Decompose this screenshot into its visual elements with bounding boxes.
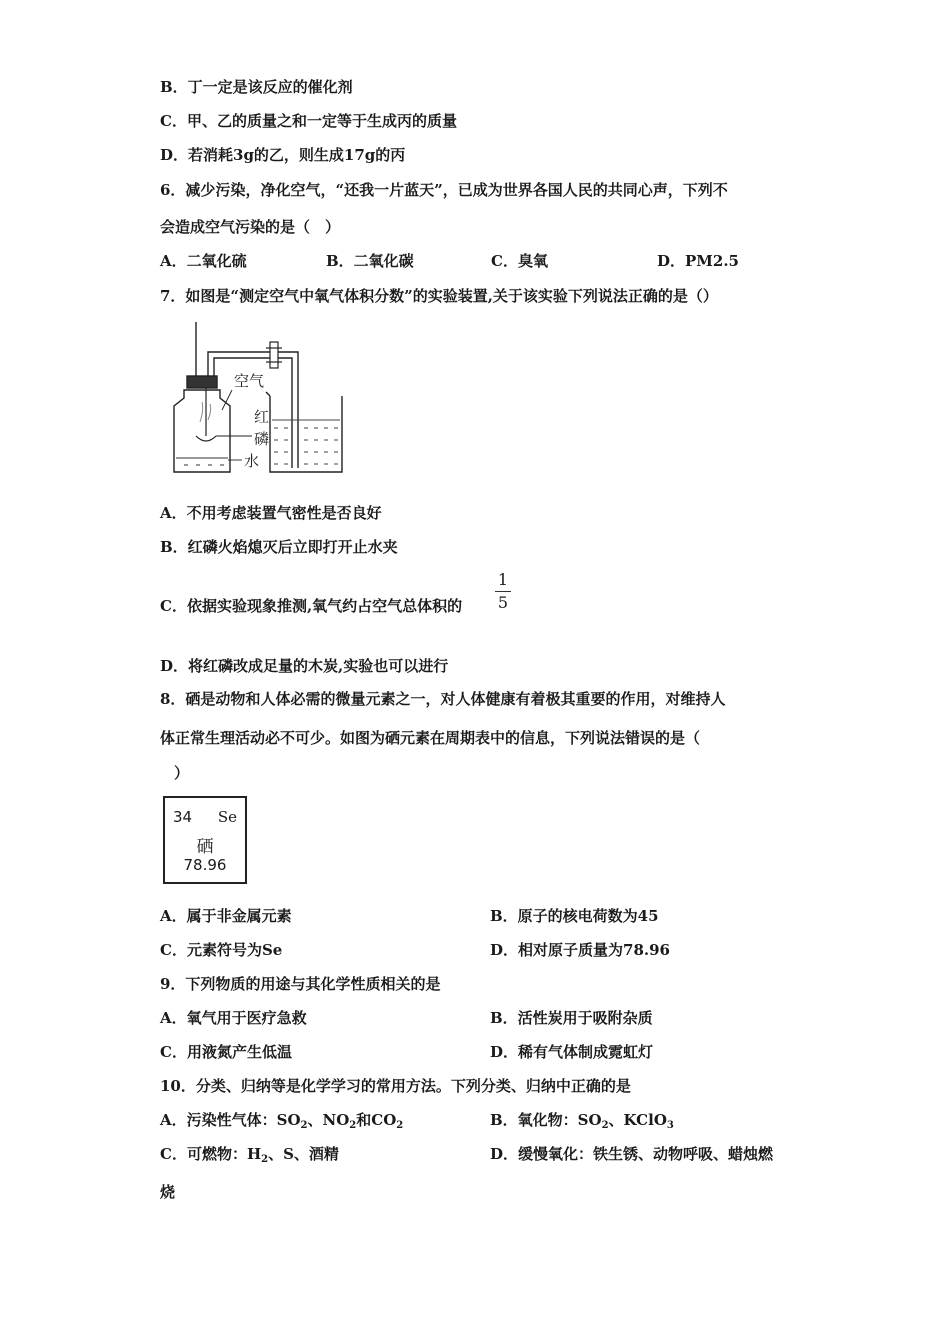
q10-option-d-line2: 烧 [160, 1183, 176, 1201]
q10b-mid: 、KClO [608, 1111, 667, 1129]
q8-option-d: D．相对原子质量为78.96 [490, 941, 670, 959]
q6-stem-line1: 6．减少污染，净化空气，“还我一片蓝天”，已成为世界各国人民的共同心声，下列不 [160, 181, 728, 199]
fraction-one-fifth [495, 570, 511, 613]
q6-option-b: B．二氧化碳 [326, 252, 414, 270]
q8-stem-line3: ） [174, 764, 190, 782]
subscript: 2 [300, 1120, 308, 1131]
q6-option-c: C．臭氧 [491, 252, 548, 270]
q5-option-d: D．若消耗3g的乙，则生成17g的丙 [160, 146, 406, 164]
q6-option-d: D．PM2.5 [657, 252, 739, 270]
q10-option-b [490, 1110, 674, 1136]
subscript: 2 [261, 1154, 269, 1165]
subscript: 2 [349, 1120, 357, 1131]
q10-option-a [160, 1110, 403, 1136]
label-air: 空气 [234, 372, 265, 390]
q8-stem-line1: 8．硒是动物和人体必需的微量元素之一，对人体健康有着极其重要的作用，对维持人 [160, 690, 726, 708]
label-water: 水 [244, 452, 260, 470]
element-name: 硒 [196, 837, 214, 857]
q7-option-c: C．依据实验现象推测,氧气约占空气总体积的 [160, 597, 463, 615]
q10-stem: 10．分类、归纳等是化学学习的常用方法。下列分类、归纳中正确的是 [160, 1077, 631, 1095]
q8-option-a: A．属于非金属元素 [160, 907, 292, 925]
q7-option-b: B．红磷火焰熄灭后立即打开止水夹 [160, 538, 398, 556]
element-symbol: Se [217, 808, 237, 826]
q10a-prefix: A．污染性气体：SO [160, 1111, 301, 1129]
label-red: 红 [254, 408, 270, 426]
subscript: 2 [601, 1120, 609, 1131]
q9-option-b: B．活性炭用于吸附杂质 [490, 1009, 653, 1027]
q10b-prefix: B．氧化物：SO [490, 1111, 602, 1129]
q10c-prefix: C．可燃物：H [160, 1145, 262, 1163]
subscript: 3 [666, 1120, 674, 1131]
q9-option-d: D．稀有气体制成霓虹灯 [490, 1043, 654, 1061]
q5-option-b: B．丁一定是该反应的催化剂 [160, 78, 353, 96]
q10a-and: 和CO [356, 1111, 397, 1129]
fraction-numerator: 1 [497, 570, 509, 589]
label-phos: 磷 [254, 430, 270, 448]
fraction-denominator: 5 [497, 593, 509, 612]
element-card-selenium [163, 796, 247, 884]
q5-option-c: C．甲、乙的质量之和一定等于生成丙的质量 [160, 112, 457, 130]
q9-stem: 9．下列物质的用途与其化学性质相关的是 [160, 975, 441, 993]
q8-stem-line2: 体正常生理活动必不可少。如图为硒元素在周期表中的信息，下列说法错误的是（ [160, 729, 701, 747]
bottle [174, 322, 230, 472]
subscript: 2 [396, 1120, 404, 1131]
q10-option-d-line1: D．缓慢氧化：铁生锈、动物呼吸、蜡烛燃 [490, 1145, 774, 1163]
q7-option-d: D．将红磷改成足量的木炭,实验也可以进行 [160, 657, 449, 675]
q6-stem-line2: 会造成空气污染的是（ ） [160, 218, 341, 236]
q10-option-c [160, 1144, 339, 1170]
apparatus-figure [170, 318, 350, 480]
atomic-number: 34 [173, 808, 193, 826]
q9-option-c: C．用液氮产生低温 [160, 1043, 292, 1061]
q7-stem: 7．如图是“测定空气中氧气体积分数”的实验装置,关于该实验下列说法正确的是（） [160, 287, 718, 305]
q8-option-b: B．原子的核电荷数为45 [490, 907, 659, 925]
q10c-rest: 、S、酒精 [268, 1145, 339, 1163]
atomic-mass: 78.96 [183, 856, 227, 874]
q10a-sep: 、NO [307, 1111, 350, 1129]
q7-option-a: A．不用考虑装置气密性是否良好 [160, 504, 382, 522]
q9-option-a: A．氧气用于医疗急救 [160, 1009, 307, 1027]
q6-option-a: A．二氧化硫 [160, 252, 247, 270]
q8-option-c: C．元素符号为Se [160, 941, 283, 959]
